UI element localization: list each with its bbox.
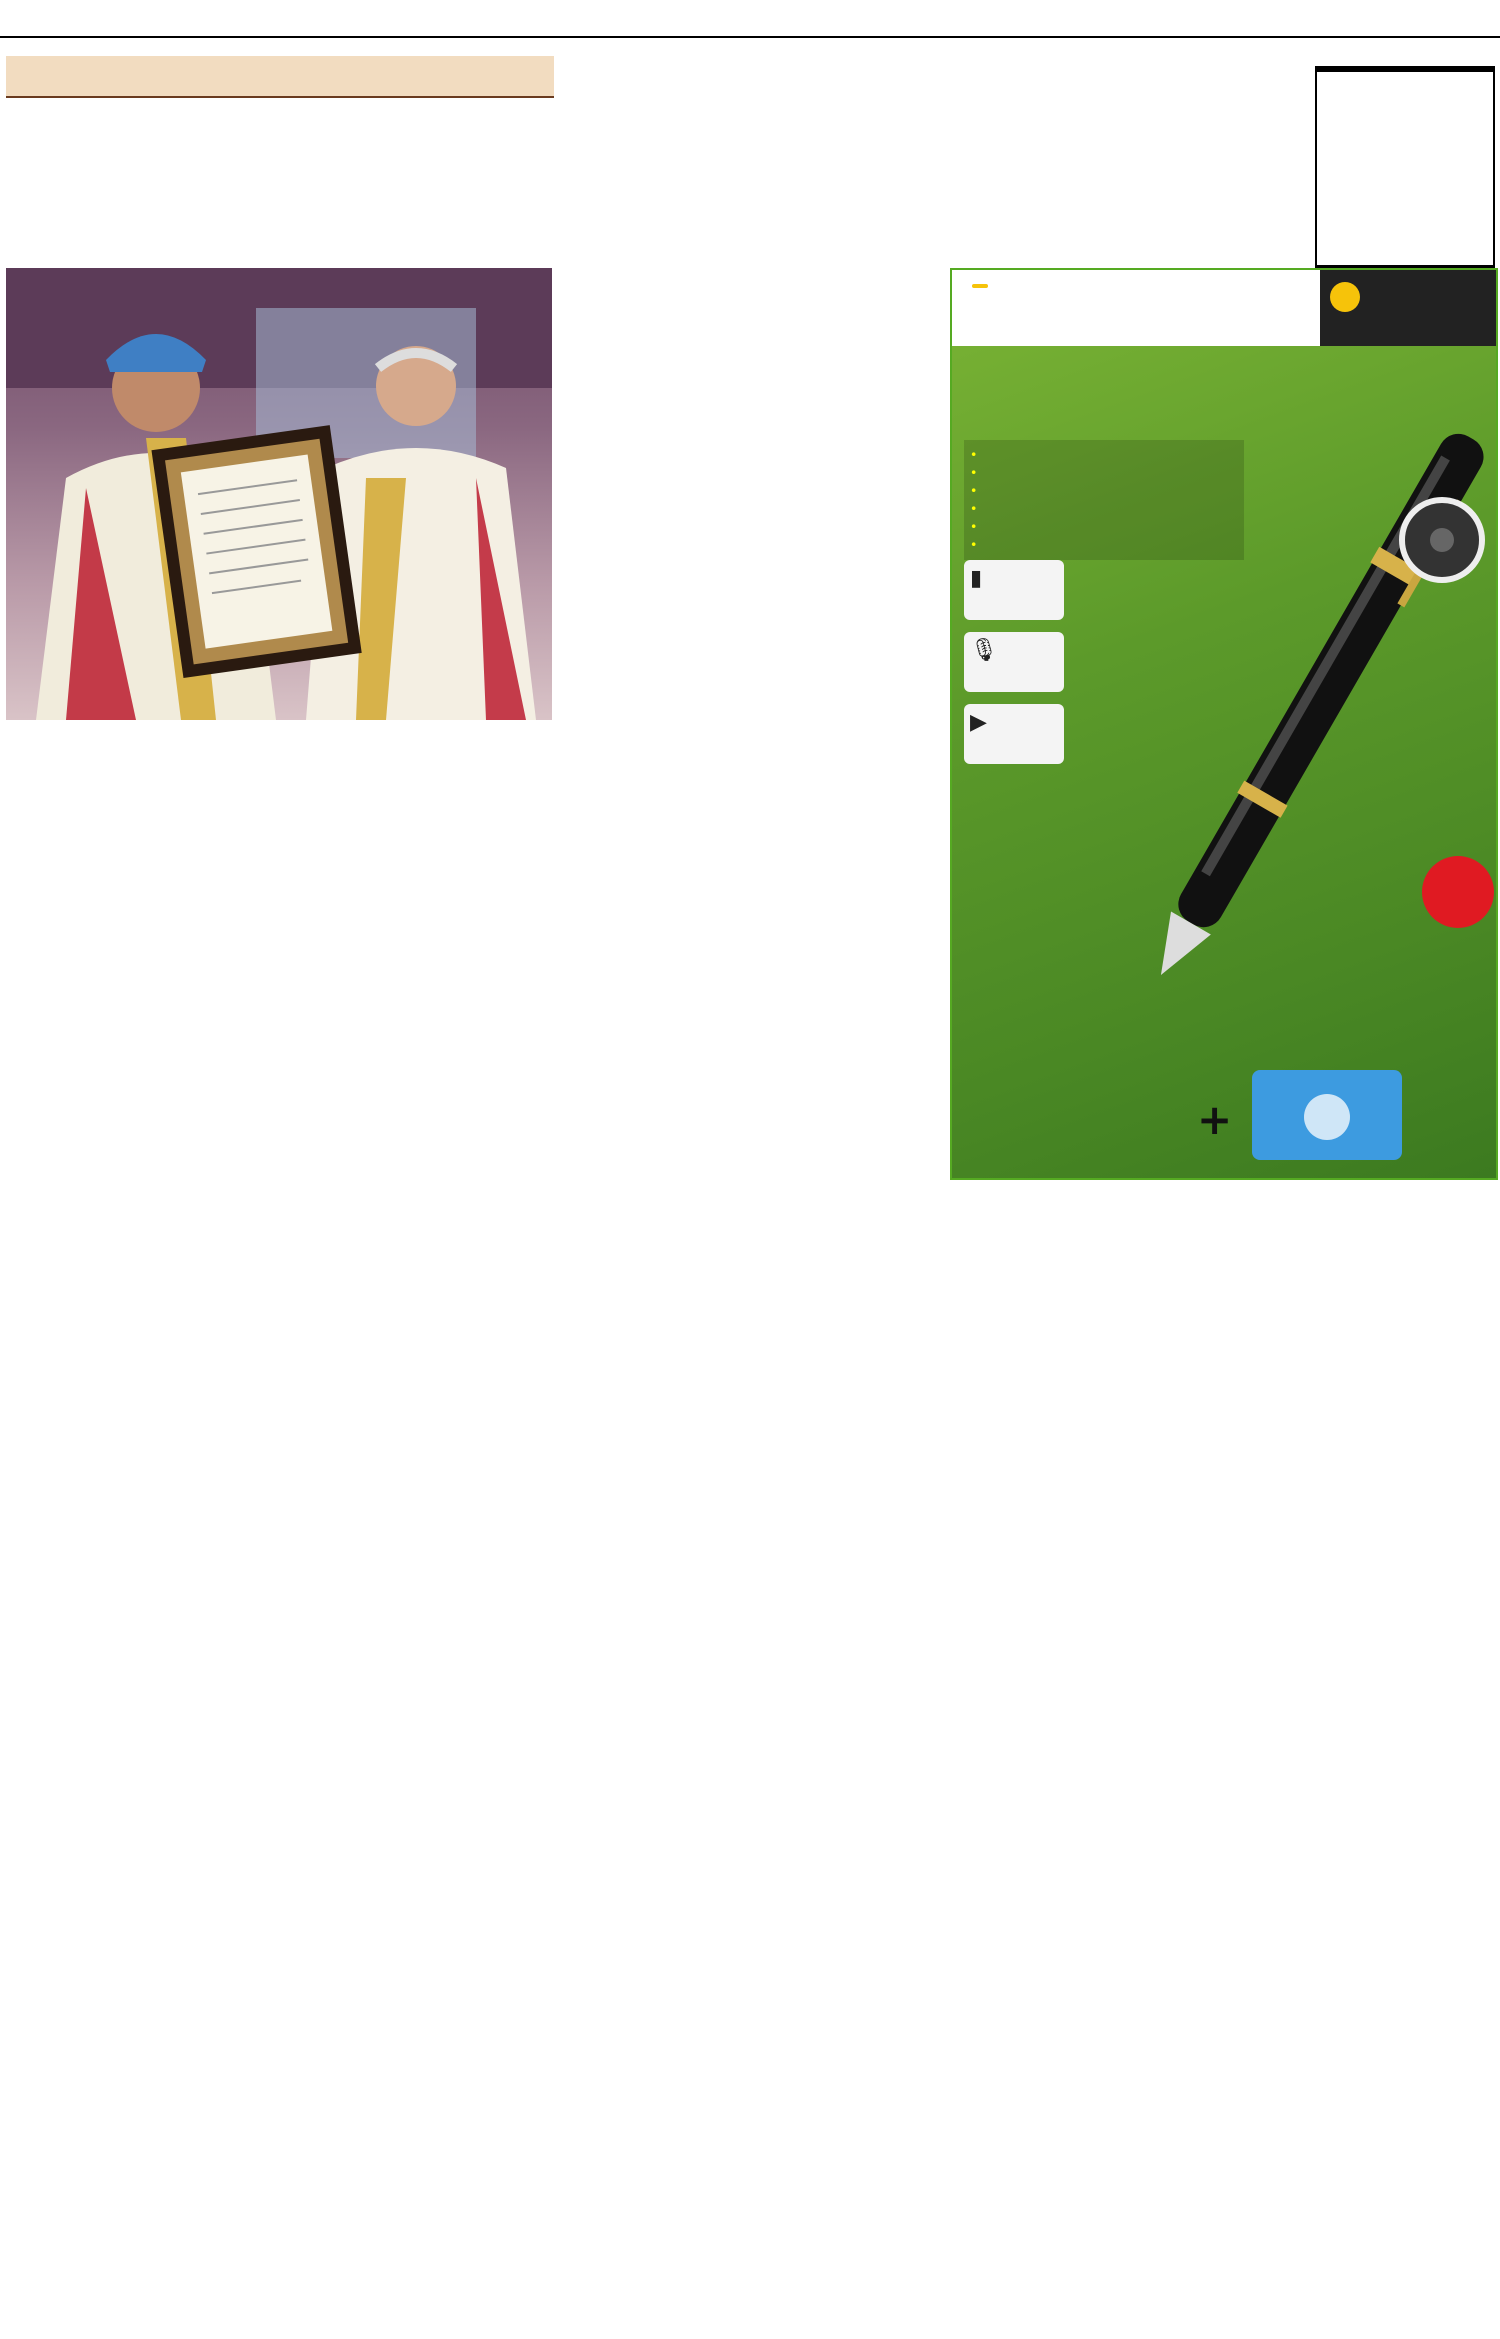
usb-icon: ▮	[970, 566, 983, 591]
story1-body-col1	[6, 764, 278, 1186]
naaptol-logo-tag	[972, 284, 988, 288]
video-icon: ▶	[970, 710, 987, 735]
video-thumb	[964, 704, 1064, 764]
customers-badge	[1320, 270, 1498, 346]
product-title	[952, 346, 1498, 382]
naaptol-logo	[966, 284, 988, 328]
story1-body-col2	[290, 764, 560, 1186]
savings-badge	[1422, 856, 1494, 928]
story2-body-col1	[572, 160, 942, 492]
spy-pen-image	[1152, 390, 1492, 1030]
usb-thumb	[964, 560, 1064, 620]
plus-icon: +	[1197, 1095, 1233, 1144]
naaptol-ad	[950, 268, 1498, 1180]
story2-body-col2	[950, 160, 1310, 262]
story3-body	[572, 612, 942, 1186]
convocation-photo	[6, 268, 552, 720]
over-number	[1330, 282, 1360, 312]
classified-ad	[1315, 66, 1495, 271]
naaptol-header	[952, 270, 1498, 346]
mp3-wheel-icon	[1304, 1094, 1350, 1140]
story1-kicker	[6, 56, 554, 98]
microphone-icon: 🎙	[970, 638, 998, 663]
masthead	[0, 0, 1500, 38]
voice-thumb	[964, 632, 1064, 692]
convocation-photo-illustration	[6, 268, 552, 720]
mp3-player-image	[1252, 1070, 1402, 1160]
